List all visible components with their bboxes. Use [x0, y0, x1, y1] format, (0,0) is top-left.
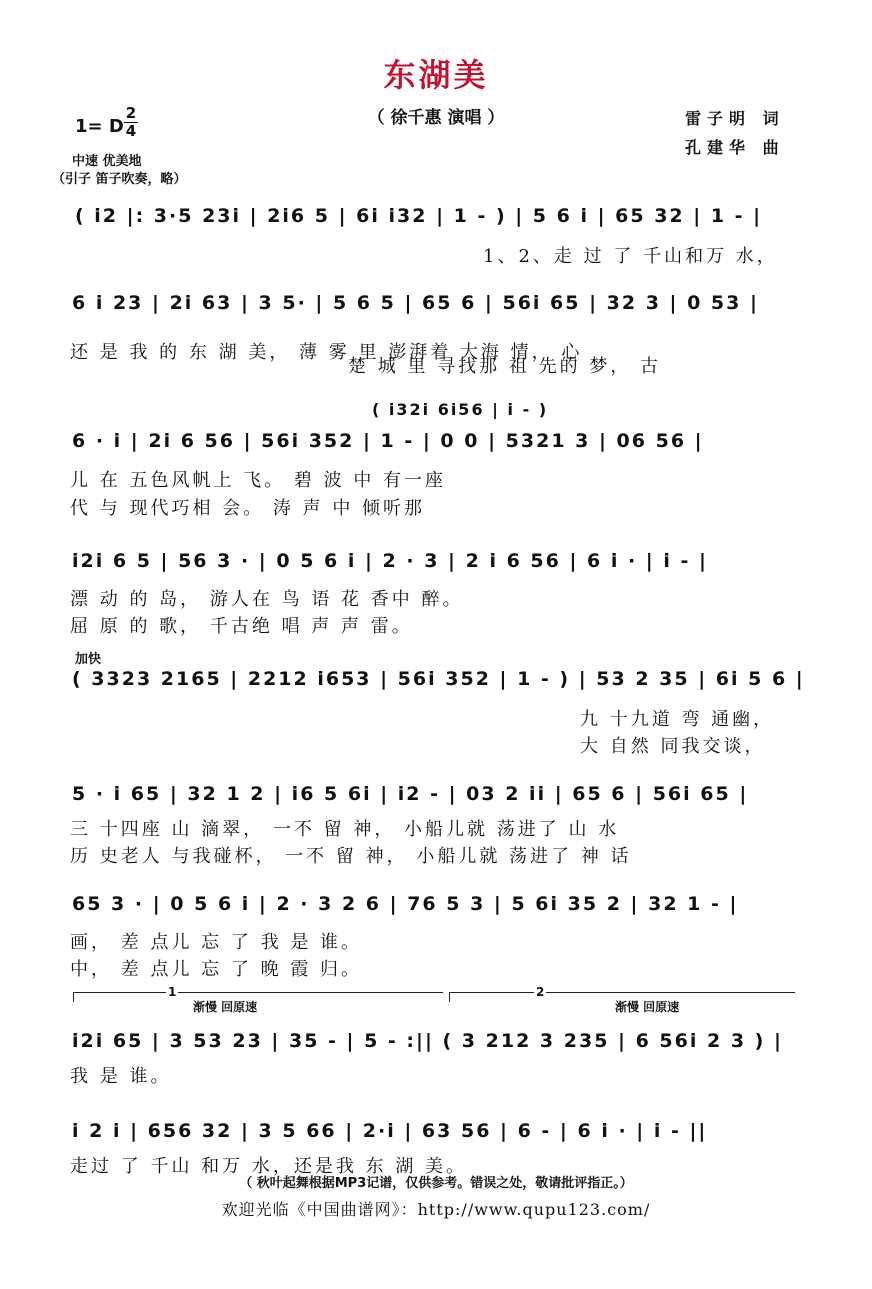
system-4-lyrics-2: 屈 原 的 歌， 千古绝 唱 声 声 雷。 [70, 616, 413, 637]
tempo-change-marking: 加快 [75, 652, 102, 667]
system-9-lyrics-1: 走过 了 千山 和万 水，还是我 东 湖 美。 [70, 1156, 468, 1177]
system-1-notes: ( i2 |: 3·5 23i | 2i6 5 | 6i i32 | 1 - ) | 5 6 i | 65 32 | 1 - | [75, 205, 763, 227]
system-3-lyrics-1: 儿 在 五色风帆上 飞。 碧 波 中 有一座 [70, 470, 447, 491]
system-5-notes: ( 3323 2165 | 2212 i653 | 56i 352 | 1 - ) | 53 2 35 | 6i 5 6 | [72, 668, 805, 690]
system-8-lyrics-1: 我 是 谁。 [70, 1066, 172, 1087]
system-1-lyrics-1: 1、2、走 过 了 千山和万 水， [483, 246, 778, 267]
system-3-notes: 6 · i | 2i 6 56 | 56i 352 | 1 - | 0 0 | 5321 3 | 06 56 | [72, 430, 704, 452]
composer-credit: 孔建华 曲 [685, 138, 785, 157]
volta-2-hook [449, 992, 450, 1002]
system-6-lyrics-1: 三 十四座 山 滴翠， 一不 留 神， 小船儿就 荡进了 山 水 [70, 819, 620, 840]
system-2-lyrics-1: 还 是 我 的 东 湖 美， 薄 雾 里 澎湃着 大海 情， 心 [70, 342, 583, 363]
volta-1-label: 1 [168, 985, 177, 999]
volta-2-bracket [449, 992, 795, 993]
system-9-notes: i 2 i | 656 32 | 3 5 66 | 2·i | 63 56 | 6 - | 6 i · | i - || [72, 1120, 708, 1142]
ritardando-marking-2: 渐慢 回原速 [615, 1000, 680, 1014]
intro-note: （引子 笛子吹奏，略） [52, 172, 187, 187]
system-4-lyrics-1: 漂 动 的 岛， 游人在 鸟 语 花 香中 醉。 [70, 589, 464, 610]
system-6-lyrics-2: 历 史老人 与我碰杯， 一不 留 神， 小船儿就 荡进了 神 话 [70, 846, 632, 867]
performer-line: （ 徐千惠 演唱 ） [367, 108, 505, 128]
ritardando-marking-1: 渐慢 回原速 [193, 1000, 258, 1014]
song-title: 东湖美 [383, 56, 489, 94]
system-7-notes: 65 3 · | 0 5 6 i | 2 · 3 2 6 | 76 5 3 | 5 6i 35 2 | 32 1 - | [72, 893, 739, 915]
system-3-lyrics-2: 代 与 现代巧相 会。 涛 声 中 倾听那 [70, 498, 426, 519]
time-signature-top: 2 [125, 104, 137, 122]
tempo-marking: 中速 优美地 [72, 154, 142, 169]
transcription-note: （ 秋叶起舞根据MP3记谱，仅供参考。错误之处，敬请批评指正。） [239, 1176, 633, 1191]
system-5-lyrics-1: 九 十九道 弯 通幽， [580, 709, 775, 730]
system-6-notes: 5 · i 65 | 32 1 2 | i6 5 6i | i2 - | 03 2 ii | 65 6 | 56i 65 | [72, 783, 749, 805]
key-signature: 1= D [75, 116, 124, 137]
site-footer: 欢迎光临《中国曲谱网》：http://www.qupu123.com/ [221, 1200, 651, 1219]
volta-1-bracket [73, 992, 443, 993]
time-signature-bottom: 4 [125, 122, 137, 140]
system-5-lyrics-2: 大 自然 同我交谈， [580, 736, 766, 757]
system-2-lyrics-2: 楚 城 里 寻找那 祖 先的 梦， 古 [348, 356, 662, 377]
system-8-notes: i2i 65 | 3 53 23 | 35 - | 5 - :|| ( 3 212 3 235 | 6 56i 2 3 ) | [72, 1030, 783, 1052]
lyricist-credit: 雷子明 词 [685, 109, 785, 128]
system-2-notes: 6 i 23 | 2i 63 | 3 5· | 5 6 5 | 65 6 | 56i 65 | 32 3 | 0 53 | [72, 292, 759, 314]
system-3-notes-above: ( i32i 6i56 | i - ) [372, 400, 549, 419]
time-signature [124, 106, 138, 139]
volta-1-hook [73, 992, 74, 1002]
system-7-lyrics-1: 画， 差 点儿 忘 了 我 是 谁。 [70, 932, 363, 953]
system-7-lyrics-2: 中， 差 点儿 忘 了 晚 霞 归。 [70, 959, 363, 980]
volta-2-label: 2 [536, 985, 545, 999]
system-4-notes: i2i 6 5 | 56 3 · | 0 5 6 i | 2 · 3 | 2 i 6 56 | 6 i · | i - | [72, 550, 708, 572]
